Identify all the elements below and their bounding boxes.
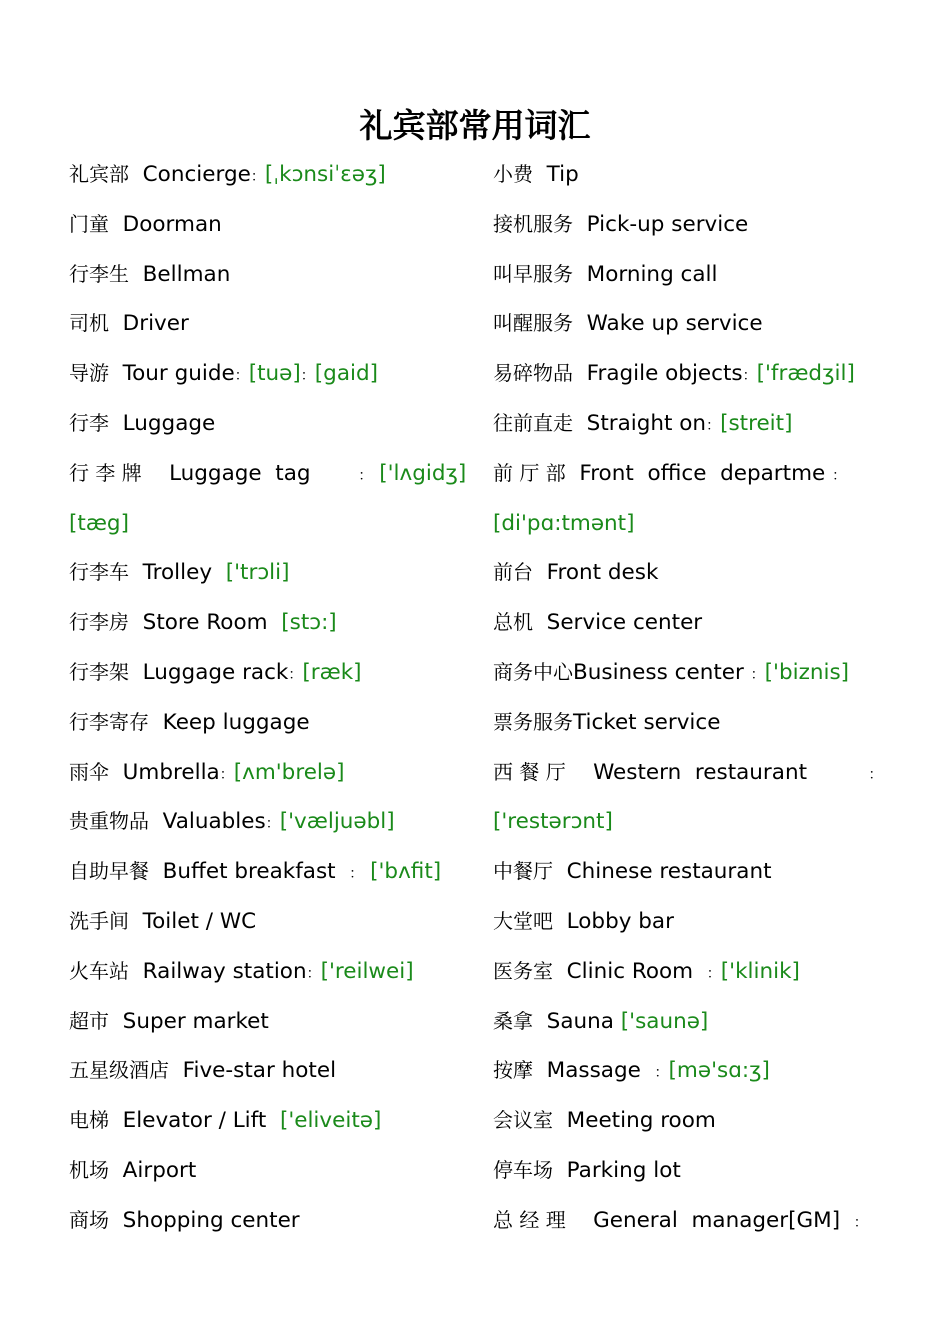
vocab-row: 行李架 Luggage rack：[ræk] bbox=[69, 659, 362, 685]
vocab-row: 行李 Luggage bbox=[69, 410, 216, 436]
vocab-row: 大堂吧 Lobby bar bbox=[493, 908, 674, 934]
vocab-row: 商务中心Business center ：['biznis] bbox=[493, 659, 850, 685]
vocab-column-right bbox=[493, 150, 883, 1246]
vocab-row: 行李生 Bellman bbox=[69, 261, 231, 287]
vocab-row: 司机 Driver bbox=[69, 311, 189, 337]
vocab-row: 行李寄存 Keep luggage bbox=[69, 709, 310, 735]
vocab-row: 接机服务 Pick-up service bbox=[493, 211, 749, 237]
vocab-row: 会议室 Meeting room bbox=[493, 1108, 716, 1134]
vocab-row: 洗手间 Toilet / WC bbox=[69, 908, 257, 934]
vocab-row: 自助早餐 Buffet breakfast ： ['bʌfit] bbox=[69, 859, 442, 885]
vocab-row: 前台 Front desk bbox=[493, 560, 659, 586]
vocab-row: 中餐厅 Chinese restaurant bbox=[493, 859, 772, 885]
vocab-row: 商场 Shopping center bbox=[69, 1207, 300, 1233]
vocab-row: 叫醒服务 Wake up service bbox=[493, 311, 763, 337]
vocab-row: ['restərɔnt] bbox=[493, 809, 613, 835]
vocab-row: 礼宾部 Concierge：[ˌkɔnsiˈɛəʒ] bbox=[69, 162, 386, 187]
vocab-row: 停车场 Parking lot bbox=[493, 1157, 681, 1183]
vocab-row: 火车站 Railway station：['reilwei] bbox=[69, 958, 414, 984]
vocab-row: 导游 Tour guide：[tuə]：[gaid] bbox=[69, 361, 379, 387]
vocab-row: 小费 Tip bbox=[493, 162, 579, 187]
vocab-row: 票务服务Ticket service bbox=[493, 709, 721, 735]
vocab-row: 医务室 Clinic Room ：['klinik] bbox=[493, 958, 800, 984]
vocab-row: 易碎物品 Fragile objects：['frædʒil] bbox=[493, 361, 855, 387]
vocab-row: [tæg] bbox=[69, 510, 129, 536]
vocab-row: 叫早服务 Morning call bbox=[493, 261, 718, 287]
vocab-row: 西 餐 厅 Western restaurant ： bbox=[493, 759, 883, 785]
vocab-row: 总 经 理 General manager[GM] ： bbox=[493, 1207, 868, 1233]
vocab-row: 按摩 Massage ：[mə'sɑ:ʒ] bbox=[493, 1058, 770, 1084]
vocab-row: 贵重物品 Valuables：['væljuəbl] bbox=[69, 809, 395, 835]
vocab-column-left bbox=[69, 150, 469, 1246]
vocab-row: 总机 Service center bbox=[493, 610, 703, 636]
vocab-row: 行 李 牌 Luggage tag ： ['lʌgidʒ] bbox=[69, 460, 467, 486]
vocab-row: 行李车 Trolley ['trɔli] bbox=[69, 560, 290, 586]
vocab-row: 超市 Super market bbox=[69, 1008, 269, 1034]
vocab-row: [di'pɑ:tmənt] bbox=[493, 510, 635, 536]
vocab-row: 前 厅 部 Front office departme ： bbox=[493, 460, 847, 486]
vocab-row: 机场 Airport bbox=[69, 1157, 197, 1183]
page-title: 礼宾部常用词汇 bbox=[359, 106, 591, 145]
vocab-row: 五星级酒店 Five-star hotel bbox=[69, 1058, 337, 1084]
vocab-row: 雨伞 Umbrella：[ʌm'brelə] bbox=[69, 759, 345, 785]
vocab-row: 往前直走 Straight on：[streit] bbox=[493, 410, 793, 436]
vocab-row: 电梯 Elevator / Lift ['eliveitə] bbox=[69, 1108, 382, 1134]
vocab-row: 门童 Doorman bbox=[69, 211, 222, 237]
vocab-row: 桑拿 Sauna ['saunə] bbox=[493, 1008, 709, 1034]
vocab-row: 行李房 Store Room [stɔ:] bbox=[69, 610, 337, 636]
